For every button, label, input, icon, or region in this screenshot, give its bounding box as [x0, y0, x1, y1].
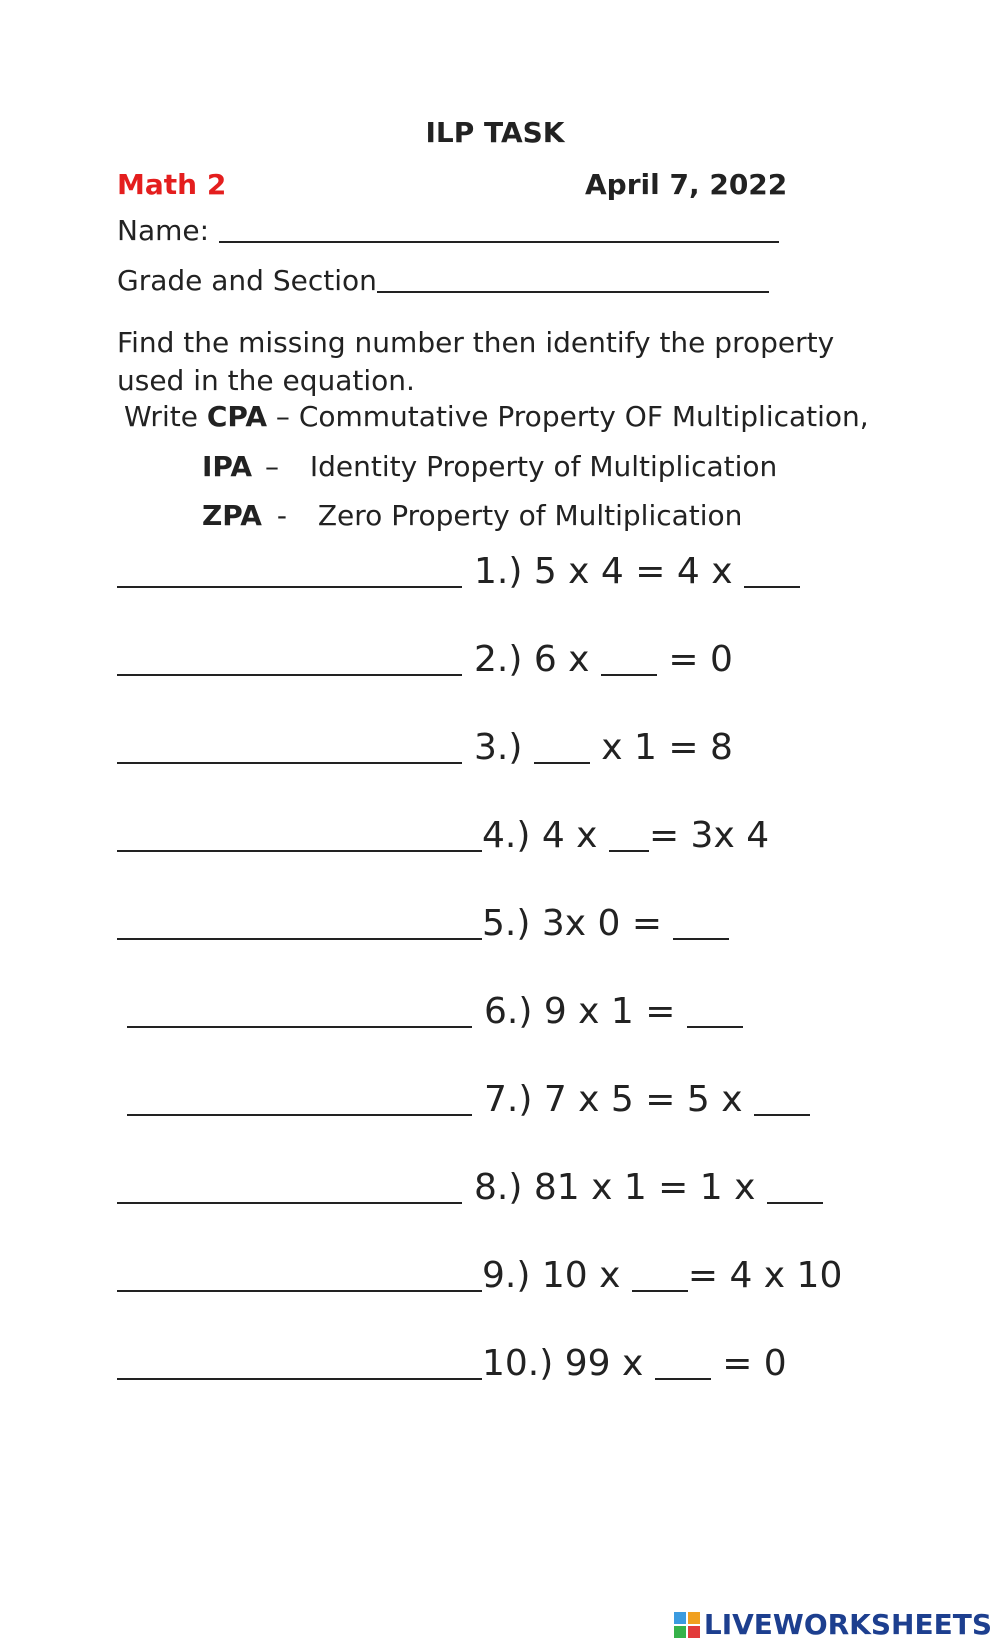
brand-footer [674, 1608, 992, 1641]
answer-line[interactable] [117, 1290, 482, 1292]
answer-line[interactable] [127, 1026, 472, 1028]
answer-line[interactable] [127, 1114, 472, 1116]
answer-line[interactable] [117, 1378, 482, 1380]
question-pre: 8.) 81 x 1 = 1 x [474, 1167, 767, 1208]
legend-cpa [124, 400, 869, 433]
question-row [117, 1340, 787, 1384]
number-blank[interactable] [673, 938, 729, 940]
answer-line[interactable] [117, 850, 482, 852]
brand-name: LIVEWORKSHEETS [703, 1608, 992, 1641]
question-pre: 3.) [474, 727, 534, 768]
legend-ipa-sep: – [264, 450, 279, 483]
legend-zpa-sep: - [276, 499, 287, 532]
answer-line[interactable] [117, 938, 482, 940]
question-post: = 0 [710, 1343, 787, 1384]
question-row [117, 1252, 842, 1296]
question-text [484, 1079, 810, 1120]
legend-cpa-code: CPA [206, 400, 268, 433]
question-pre: 9.) 10 x [482, 1255, 632, 1296]
legend-cpa-desc: – Commutative Property OF Multiplication, [275, 400, 869, 433]
question-text [474, 639, 733, 680]
subject-label: Math 2 [117, 168, 227, 201]
question-post: = 3x 4 [648, 815, 770, 856]
instructions-text: Find the missing number then identify the property used in the equation. [117, 326, 835, 397]
question-pre: 5.) 3x 0 = [482, 903, 674, 944]
answer-line[interactable] [117, 586, 462, 588]
grade-section-label: Grade and Section [117, 264, 377, 297]
legend-zpa [202, 499, 742, 532]
question-post: = 0 [656, 639, 733, 680]
question-row [127, 988, 743, 1032]
legend-zpa-code: ZPA [202, 499, 262, 532]
worksheet-title: ILP TASK [425, 116, 565, 149]
question-text [482, 815, 769, 856]
question-text [482, 1343, 787, 1384]
number-blank[interactable] [767, 1202, 823, 1204]
grade-section-field [117, 264, 769, 297]
legend-ipa-desc: Identity Property of Multiplication [309, 450, 778, 483]
name-field [117, 214, 779, 247]
number-blank[interactable] [744, 586, 800, 588]
question-text [474, 551, 800, 592]
question-row [117, 812, 769, 856]
question-text [482, 1255, 842, 1296]
question-pre: 10.) 99 x [482, 1343, 655, 1384]
liveworksheets-logo-icon [674, 1612, 700, 1638]
number-blank[interactable] [609, 850, 649, 852]
question-pre: 1.) 5 x 4 = 4 x [474, 551, 744, 592]
date-label: April 7, 2022 [585, 168, 788, 201]
question-pre: 7.) 7 x 5 = 5 x [484, 1079, 754, 1120]
name-input-line[interactable] [219, 241, 779, 243]
question-text [482, 903, 729, 944]
question-text [474, 1167, 823, 1208]
question-post: = 4 x 10 [687, 1255, 843, 1296]
question-row [117, 900, 729, 944]
name-label: Name: [117, 214, 210, 247]
number-blank[interactable] [687, 1026, 743, 1028]
question-row [127, 1076, 810, 1120]
question-row [117, 724, 733, 768]
number-blank[interactable] [655, 1378, 711, 1380]
question-post: x 1 = 8 [589, 727, 733, 768]
question-text [474, 727, 733, 768]
legend-ipa [202, 450, 777, 483]
number-blank[interactable] [632, 1290, 688, 1292]
number-blank[interactable] [534, 762, 590, 764]
question-row [117, 636, 733, 680]
legend-zpa-desc: Zero Property of Multiplication [317, 499, 743, 532]
question-pre: 2.) 6 x [474, 639, 601, 680]
number-blank[interactable] [601, 674, 657, 676]
answer-line[interactable] [117, 762, 462, 764]
question-pre: 4.) 4 x [482, 815, 609, 856]
question-row [117, 1164, 823, 1208]
question-pre: 6.) 9 x 1 = [484, 991, 687, 1032]
question-row [117, 548, 800, 592]
answer-line[interactable] [117, 674, 462, 676]
grade-section-input-line[interactable] [377, 291, 769, 293]
legend-write-word: Write [124, 400, 198, 433]
legend-ipa-code: IPA [202, 450, 253, 483]
number-blank[interactable] [754, 1114, 810, 1116]
answer-line[interactable] [117, 1202, 462, 1204]
question-text [484, 991, 743, 1032]
